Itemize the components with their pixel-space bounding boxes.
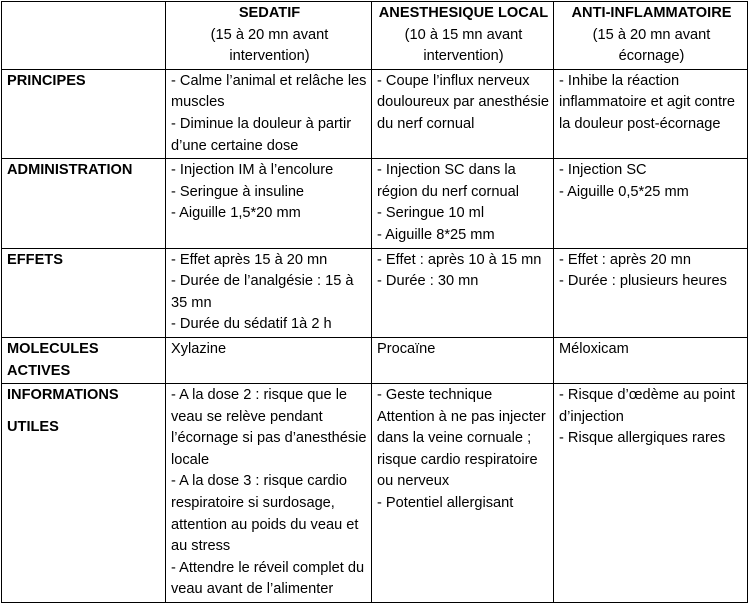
list-item: - Seringue 10 ml: [377, 205, 485, 222]
row-informations: [2, 384, 748, 603]
row-label-line: INFORMATIONS: [7, 387, 119, 404]
list-item: - Geste technique Attention à ne pas injecter dans la veine cornuale ; risque cardio respiratoire ou nerveux: [377, 387, 546, 490]
list-item: - Durée du sédatif 1à 2 h: [171, 316, 332, 333]
cell-informations-antiinflammatoire: [554, 384, 748, 603]
list-item: - Diminue la douleur à partir d’une certaine dose: [171, 115, 352, 154]
list-item: - A la dose 3 : risque cardio respiratoire si surdosage, attention au poids du veau et au stress: [171, 473, 359, 555]
list-item: - Coupe l’influx nerveux douloureux par anesthésie du nerf cornual: [377, 72, 550, 132]
list-item: - Effet : après 20 mn: [559, 251, 691, 268]
list-item: - Aiguille 8*25 mm: [377, 226, 495, 243]
list-item: - Calme l’animal et relâche les muscles: [171, 72, 367, 111]
cell-informations-anesthesique: [372, 384, 554, 603]
spacer: [7, 407, 162, 417]
cell-molecules-antiinflammatoire: Méloxicam: [554, 337, 748, 383]
list-item: - Aiguille 0,5*25 mm: [559, 183, 689, 200]
row-principes: [2, 69, 748, 158]
cell-molecules-sedatif: Xylazine: [166, 337, 372, 383]
row-label-informations: [2, 384, 166, 603]
list-item: - Aiguille 1,5*20 mm: [171, 205, 301, 222]
list-item: - Durée : 30 mn: [377, 273, 479, 290]
list-item: - Risque allergiques rares: [559, 430, 726, 447]
row-label-principes: PRINCIPES: [2, 69, 166, 158]
cell-principes-anesthesique: [372, 69, 554, 158]
cell-principes-sedatif: [166, 69, 372, 158]
col-title-anesthesique: ANESTHESIQUE LOCAL: [378, 5, 549, 21]
row-effets: [2, 248, 748, 337]
header-row: [2, 2, 748, 70]
list-item: - Seringue à insuline: [171, 183, 305, 200]
list-item: - Attendre le réveil complet du veau avant de l’alimenter: [171, 559, 365, 598]
corner-cell: [2, 2, 166, 70]
list-item: - Injection SC: [559, 162, 647, 179]
list-item: - A la dose 2 : risque que le veau se relève pendant l’écornage si pas d’anesthésie locale: [171, 387, 367, 468]
col-title-antiinflammatoire: ANTI-INFLAMMATOIRE: [571, 5, 732, 21]
list-item: - Durée de l’analgésie : 15 à 35 mn: [171, 273, 354, 311]
cell-administration-anesthesique: [372, 159, 554, 248]
cell-administration-sedatif: [166, 159, 372, 248]
cell-administration-antiinflammatoire: [554, 159, 748, 248]
cell-principes-antiinflammatoire: [554, 69, 748, 158]
cell-informations-sedatif: [166, 384, 372, 603]
col-title-sedatif: SEDATIF: [238, 5, 301, 21]
col-subtitle-sedatif: (15 à 20 mn avant intervention): [210, 26, 329, 65]
cell-effets-antiinflammatoire: [554, 248, 748, 337]
col-header-sedatif: [166, 2, 372, 70]
list-item: - Potentiel allergisant: [377, 495, 514, 512]
col-header-anesthesique: [372, 2, 554, 70]
row-molecules: [2, 337, 748, 383]
row-label-effets: EFFETS: [2, 248, 166, 337]
row-label-administration: ADMINISTRATION: [2, 159, 166, 248]
list-item: - Injection SC dans la région du nerf cornual: [377, 162, 519, 200]
list-item: - Inhibe la réaction inflammatoire et agit contre la douleur post-écornage: [559, 72, 736, 132]
row-administration: [2, 159, 748, 248]
list-item: - Injection IM à l’encolure: [171, 162, 334, 179]
list-item: - Effet : après 10 à 15 mn: [377, 251, 542, 268]
col-subtitle-anesthesique: (10 à 15 mn avant intervention): [404, 26, 523, 65]
document: [0, 1, 748, 603]
col-subtitle-antiinflammatoire: (15 à 20 mn avant écornage): [592, 26, 711, 65]
list-item: - Effet après 15 à 20 mn: [171, 251, 328, 268]
cell-molecules-anesthesique: Procaïne: [372, 337, 554, 383]
cell-effets-sedatif: [166, 248, 372, 337]
cell-effets-anesthesique: [372, 248, 554, 337]
row-label-molecules: MOLECULES ACTIVES: [2, 337, 166, 383]
comparison-table: [1, 1, 748, 603]
list-item: - Durée : plusieurs heures: [559, 273, 727, 290]
list-item: - Risque d’œdème au point d’injection: [559, 387, 736, 425]
row-label-line: UTILES: [7, 418, 59, 435]
col-header-antiinflammatoire: [554, 2, 748, 70]
